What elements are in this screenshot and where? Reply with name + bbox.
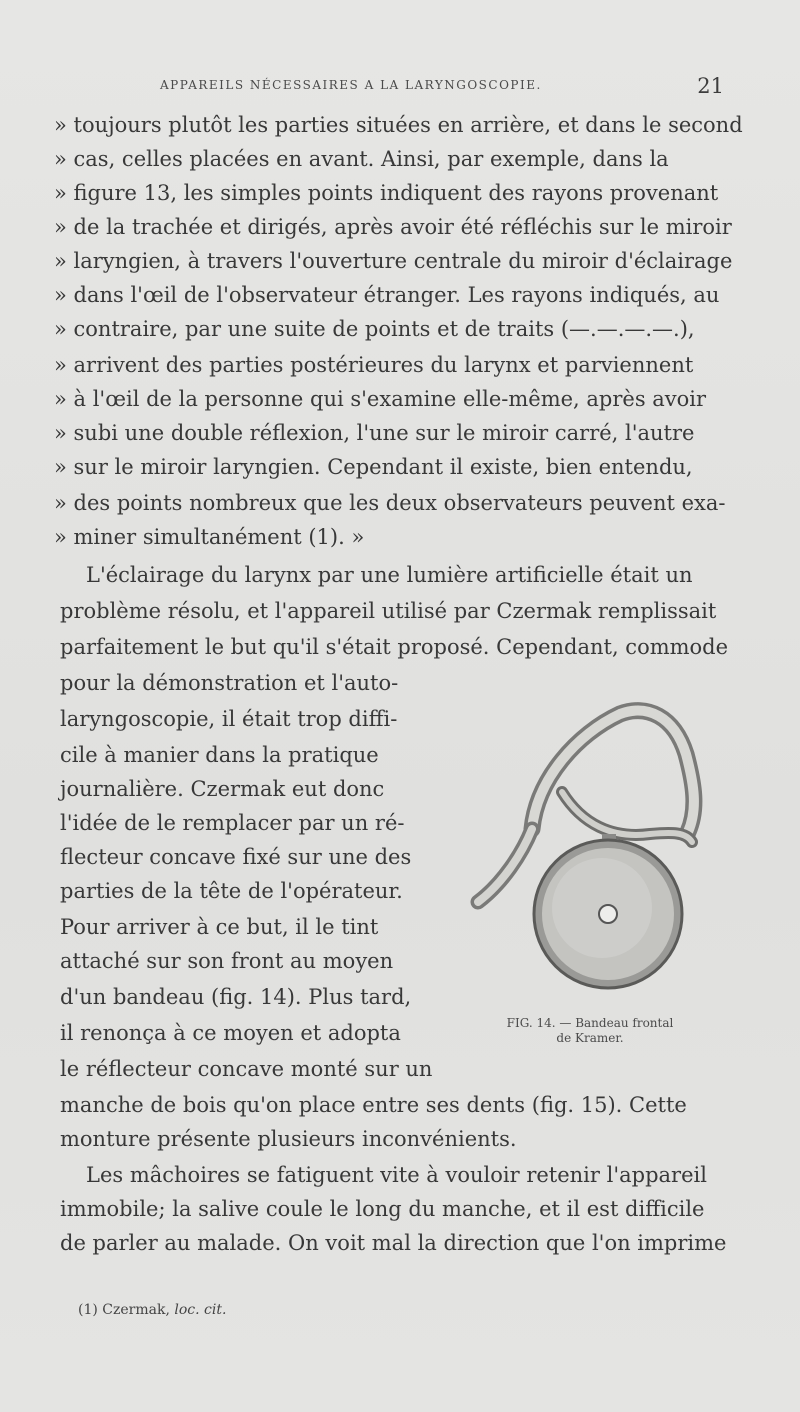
paragraph-line: parties de la tête de l'opérateur.: [60, 879, 403, 903]
headband-reflector-illustration: [462, 684, 712, 1024]
paragraph-line: parfaitement le but qu'il s'était proposé. Cependant, commode: [60, 635, 729, 659]
paragraph-line: manche de bois qu'on place entre ses dents (fig. 15). Cette: [60, 1093, 687, 1117]
caption-line-2: de Kramer.: [556, 1031, 624, 1045]
footnote-citation: loc. cit.: [174, 1302, 227, 1318]
figure-caption: [470, 1016, 710, 1046]
paragraph-line: de parler au malade. On voit mal la direction que l'on imprime: [60, 1231, 727, 1255]
paragraph-line: laryngoscopie, il était trop diffi-: [60, 707, 398, 731]
strap-fold-inner: [562, 792, 692, 842]
headband-strap-inner: [532, 711, 694, 832]
paragraph-line: problème résolu, et l'appareil utilisé par Czermak remplissait: [60, 599, 717, 623]
quote-line: » de la trachée et dirigés, après avoir été réfléchis sur le miroir: [54, 215, 732, 239]
quote-line: » laryngien, à travers l'ouverture centrale du miroir d'éclairage: [54, 249, 733, 273]
paragraph-line: attaché sur son front au moyen: [60, 949, 394, 973]
caption-line-1: FIG. 14. — Bandeau frontal: [506, 1016, 674, 1030]
quote-line: » subi une double réflexion, l'une sur le miroir carré, l'autre: [54, 421, 695, 445]
paragraph-line: le réflecteur concave monté sur un: [60, 1057, 433, 1081]
quote-line: » à l'œil de la personne qui s'examine elle-même, après avoir: [54, 387, 707, 411]
quote-line: » sur le miroir laryngien. Cependant il existe, bien entendu,: [54, 455, 693, 479]
footnote: [78, 1302, 226, 1318]
paragraph-line: Les mâchoires se fatiguent vite à vouloir retenir l'appareil: [86, 1163, 707, 1187]
paragraph-line: cile à manier dans la pratique: [60, 743, 379, 767]
paragraph-line: monture présente plusieurs inconvénients.: [60, 1127, 517, 1151]
paragraph-line: L'éclairage du larynx par une lumière artificielle était un: [86, 563, 693, 587]
quote-line: » arrivent des parties postérieures du larynx et parviennent: [54, 353, 694, 377]
paragraph-line: pour la démonstration et l'auto-: [60, 671, 399, 695]
paragraph-line: il renonça à ce moyen et adopta: [60, 1021, 401, 1045]
paragraph-line: journalière. Czermak eut donc: [60, 777, 385, 801]
quote-line: » miner simultanément (1). »: [54, 525, 365, 549]
quote-line: » cas, celles placées en avant. Ainsi, par exemple, dans la: [54, 147, 669, 171]
page-number: 21: [697, 74, 724, 98]
quote-line: » toujours plutôt les parties situées en arrière, et dans le second: [54, 113, 743, 137]
paragraph-line: immobile; la salive coule le long du manche, et il est difficile: [60, 1197, 705, 1221]
paragraph-line: l'idée de le remplacer par un ré-: [60, 811, 405, 835]
paragraph-line: d'un bandeau (fig. 14). Plus tard,: [60, 985, 412, 1009]
paragraph-line: Pour arriver à ce but, il le tint: [60, 915, 379, 939]
running-header: [60, 74, 730, 102]
mirror-center-hole: [599, 905, 617, 923]
quote-line: » dans l'œil de l'observateur étranger. Les rayons indiqués, au: [54, 283, 720, 307]
quote-line: » des points nombreux que les deux observateurs peuvent exa-: [54, 491, 726, 515]
footnote-text: (1) Czermak,: [78, 1302, 175, 1318]
quote-line: » figure 13, les simples points indiquent des rayons provenant: [54, 181, 719, 205]
quote-line: » contraire, par une suite de points et de traits (—.—.—.—.),: [54, 317, 695, 341]
running-title: APPAREILS NÉCESSAIRES A LA LARYNGOSCOPIE.: [160, 78, 542, 92]
paragraph-line: flecteur concave fixé sur une des: [60, 845, 412, 869]
figure-headband-mirror: [462, 684, 712, 1024]
